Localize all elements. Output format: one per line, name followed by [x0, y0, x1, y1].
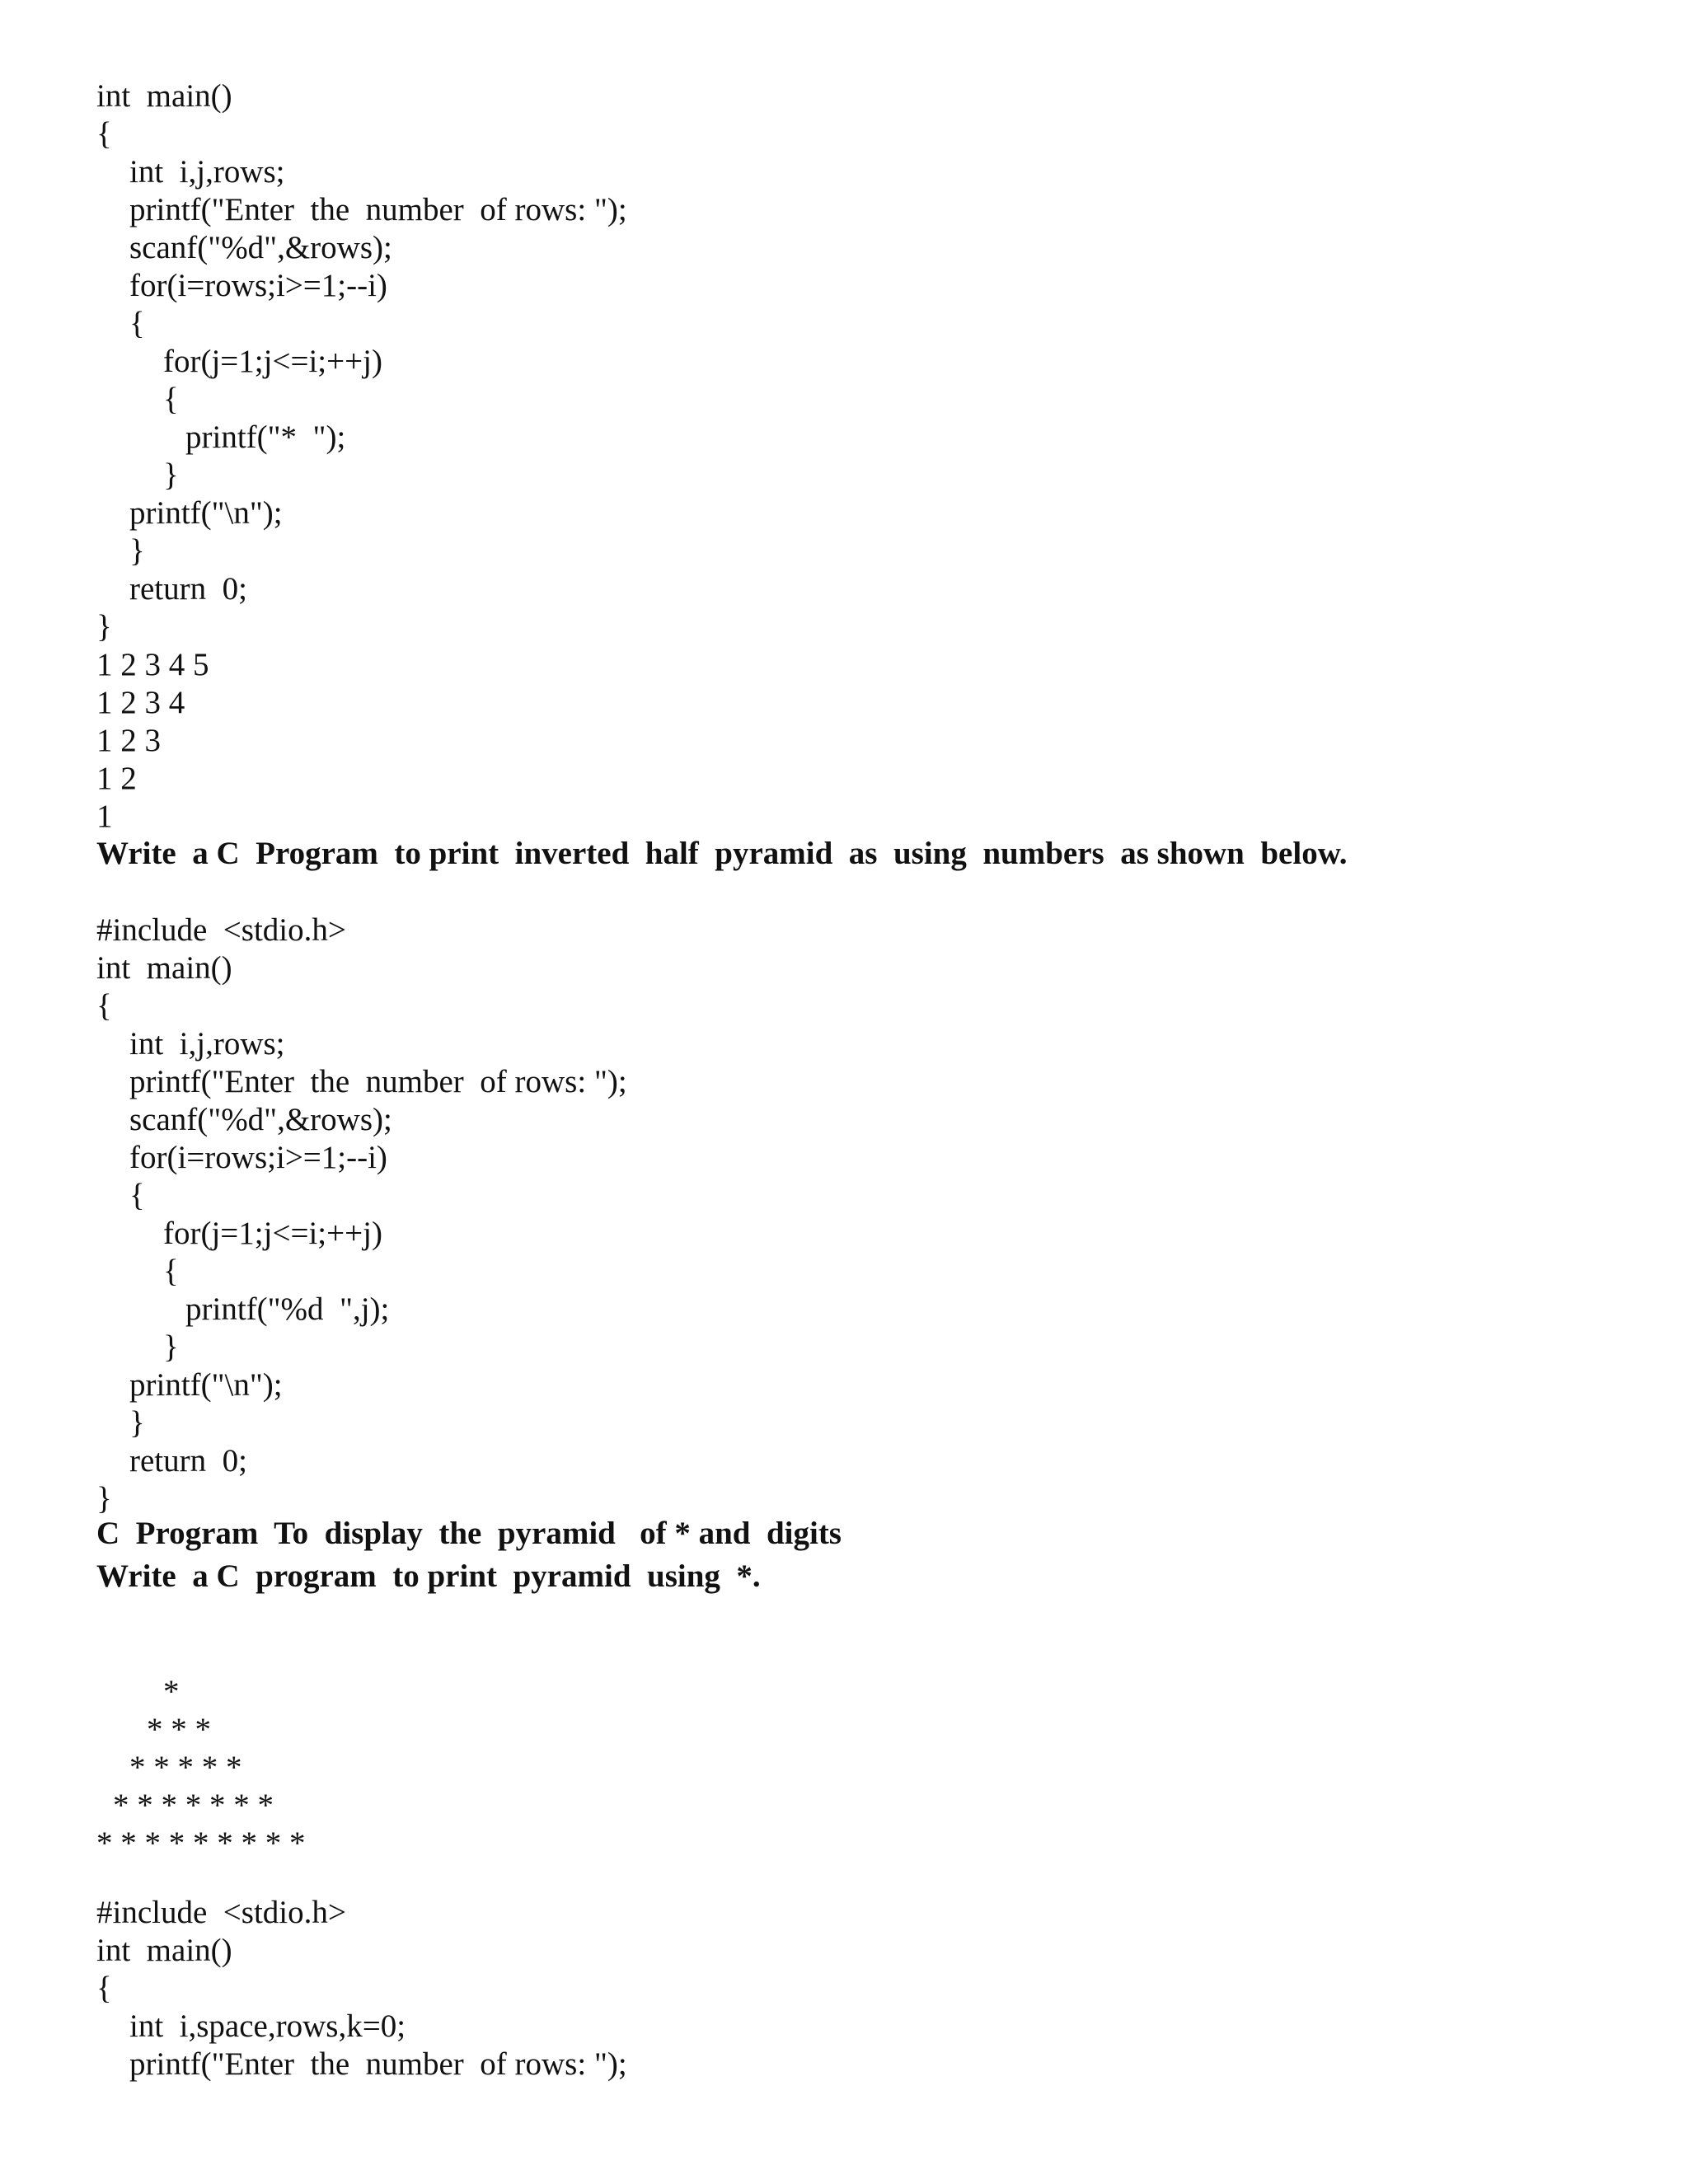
pyramid-row: * * * * * * * — [113, 1788, 274, 1823]
code-line: printf("Enter the number of rows: "); — [129, 1064, 627, 1099]
code-line: for(j=1;j<=i;++j) — [163, 344, 382, 379]
code-line: } — [96, 1481, 112, 1516]
code-line: } — [96, 609, 112, 644]
code-line: { — [163, 1254, 179, 1289]
code-line: int main() — [96, 950, 232, 986]
code-line: int i,j,rows; — [129, 154, 285, 190]
code-line: } — [129, 1405, 145, 1441]
code-line: for(i=rows;i>=1;--i) — [129, 1140, 387, 1175]
code-line: printf("\n"); — [129, 1367, 283, 1403]
code-line: } — [163, 457, 179, 493]
section-heading: Write a C program to print pyramid using *. — [96, 1558, 761, 1594]
code-line: scanf("%d",&rows); — [129, 1102, 392, 1137]
code-line: #include <stdio.h> — [96, 1895, 346, 1930]
code-line: for(j=1;j<=i;++j) — [163, 1216, 382, 1251]
output-line: 1 2 — [96, 761, 137, 796]
code-line: printf("* "); — [185, 419, 346, 455]
section-heading: Write a C Program to print inverted half pyramid as using numbers as shown below. — [96, 836, 1348, 871]
code-line: { — [96, 988, 112, 1024]
code-line: int i,j,rows; — [129, 1026, 285, 1062]
pyramid-row: * * * — [147, 1712, 211, 1747]
output-line: 1 2 3 — [96, 723, 161, 758]
output-line: 1 — [96, 799, 113, 834]
code-line: { — [129, 306, 145, 341]
code-line: { — [96, 116, 112, 152]
section-heading: C Program To display the pyramid of * and digits — [96, 1516, 842, 1551]
pyramid-row: * * * * * * * * * — [96, 1825, 306, 1861]
code-line: { — [129, 1178, 145, 1213]
code-line: { — [163, 382, 179, 417]
code-line: printf("\n"); — [129, 495, 283, 531]
code-line: } — [163, 1329, 179, 1365]
code-line: #include <stdio.h> — [96, 912, 346, 948]
code-line: return 0; — [129, 1443, 247, 1479]
code-line: } — [129, 533, 145, 569]
pyramid-row: * * * * * — [129, 1750, 242, 1785]
code-line: scanf("%d",&rows); — [129, 230, 392, 265]
code-line: int main() — [96, 1933, 232, 1968]
code-line: printf("Enter the number of rows: "); — [129, 192, 627, 227]
code-line: for(i=rows;i>=1;--i) — [129, 268, 387, 303]
code-line: { — [96, 1971, 112, 2006]
code-line: printf("%d ",j); — [185, 1291, 390, 1327]
code-line: return 0; — [129, 571, 247, 607]
code-line: printf("Enter the number of rows: "); — [129, 2046, 627, 2082]
code-line: int main() — [96, 78, 232, 114]
pyramid-row: * — [163, 1674, 180, 1709]
output-line: 1 2 3 4 5 — [96, 647, 209, 682]
code-line: int i,space,rows,k=0; — [129, 2008, 406, 2044]
output-line: 1 2 3 4 — [96, 685, 185, 720]
